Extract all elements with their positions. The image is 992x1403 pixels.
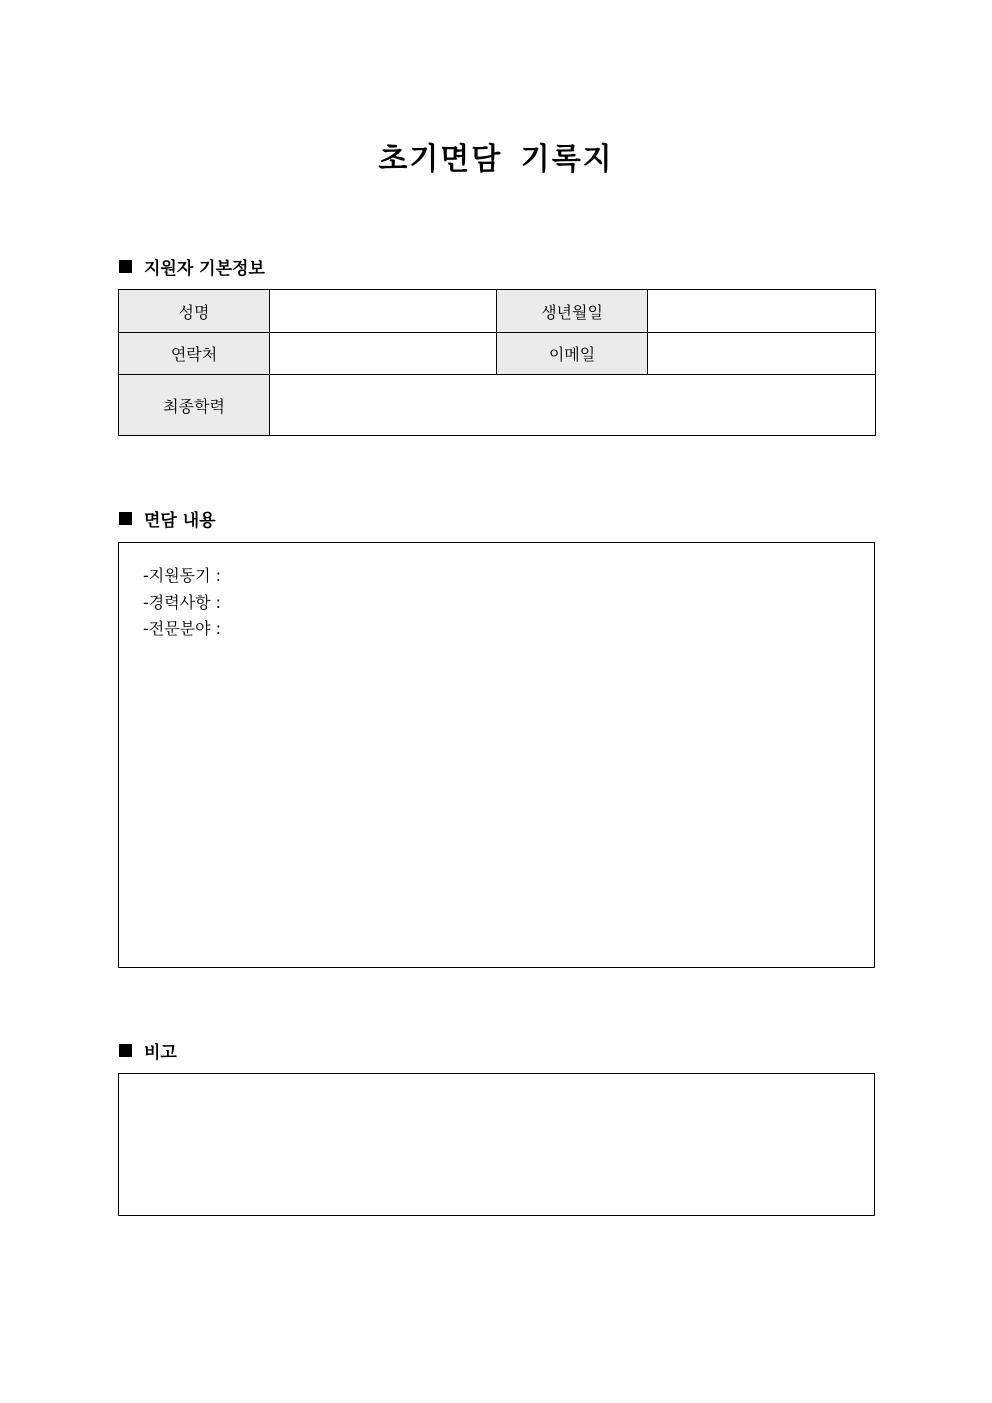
square-bullet-icon (119, 512, 132, 525)
name-label: 성명 (119, 290, 270, 333)
email-field[interactable] (648, 333, 876, 375)
contact-label: 연락처 (119, 333, 270, 375)
email-label: 이메일 (497, 333, 648, 375)
career-prompt: -경력사항 : (143, 592, 222, 612)
applicant-heading-text: 지원자 기본정보 (144, 259, 265, 279)
name-field[interactable] (270, 290, 497, 333)
specialty-prompt: -전문분야 : (143, 619, 222, 638)
interview-heading-text: 면담 내용 (144, 511, 216, 531)
applicant-info-table (118, 289, 876, 436)
birth-date-field[interactable] (648, 290, 876, 333)
remarks-heading-text: 비고 (144, 1043, 177, 1063)
remarks-section-heading (119, 1038, 177, 1063)
applicant-section-heading (119, 254, 265, 279)
education-label: 최종학력 (119, 375, 270, 436)
square-bullet-icon (119, 260, 132, 273)
remarks-box[interactable] (118, 1073, 875, 1216)
interview-section-heading (119, 506, 216, 531)
interview-content-box[interactable] (118, 542, 875, 968)
interview-prompts (143, 563, 221, 643)
contact-field[interactable] (270, 333, 497, 375)
education-field[interactable] (270, 375, 876, 436)
square-bullet-icon (119, 1044, 132, 1057)
motivation-prompt: -지원동기 : (143, 566, 222, 585)
document-title: 초기면담 기록지 (378, 142, 614, 177)
birth-date-label: 생년월일 (497, 290, 648, 333)
